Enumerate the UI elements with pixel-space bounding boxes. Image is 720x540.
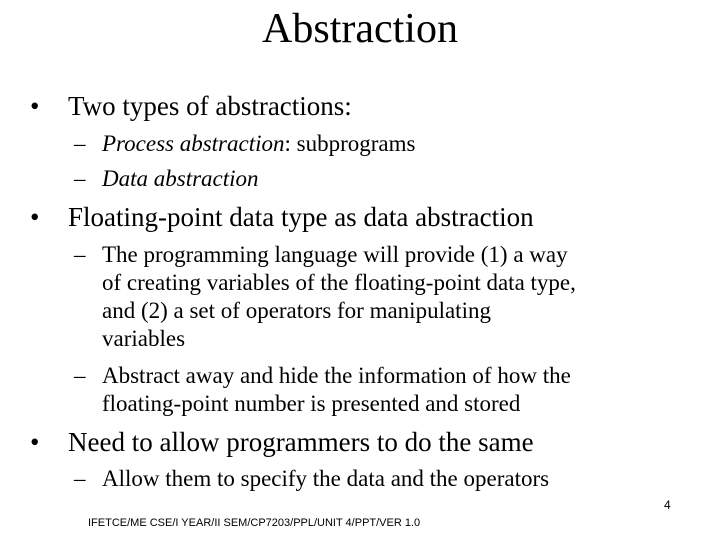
dash-icon: –	[74, 363, 86, 388]
bullet-icon: •	[30, 427, 40, 457]
footer-text: IFETCE/ME CSE/I YEAR/II SEM/CP7203/PPL/UNIT 4/PPT/VER 1.0	[88, 517, 421, 529]
sub-bullet-text: : subprograms	[284, 131, 416, 156]
sub-bullet-italic: Process abstraction	[102, 131, 285, 156]
sub-bullet-line: floating-point number is presented and stored	[102, 391, 521, 416]
sub-bullet-line: Abstract away and hide the information of how the	[102, 363, 571, 388]
sub-bullet-process	[74, 130, 415, 158]
sub-bullet-line: The programming language will provide (1) a way	[102, 242, 568, 267]
dash-icon: –	[74, 242, 86, 267]
bullet-two-types	[30, 90, 352, 122]
sub-bullet-line: of creating variables of the floating-point data type,	[102, 270, 576, 295]
bullet-icon: •	[30, 202, 40, 232]
sub-bullet-line: and (2) a set of operators for manipulating	[102, 298, 491, 323]
bullet-text: Need to allow programmers to do the same	[68, 427, 534, 457]
bullet-text: Floating-point data type as data abstraction	[68, 202, 534, 232]
page-number: 4	[664, 498, 671, 512]
dash-icon: –	[74, 466, 86, 491]
dash-icon: –	[74, 131, 86, 156]
bullet-floating-point	[30, 201, 534, 233]
sub-bullet-text: Allow them to specify the data and the operators	[102, 466, 550, 491]
sub-bullet-data	[74, 165, 259, 193]
bullet-need-to-allow	[30, 426, 534, 458]
slide-title: Abstraction	[262, 6, 458, 52]
bullet-icon: •	[30, 91, 40, 121]
dash-icon: –	[74, 166, 86, 191]
sub-bullet-abstract-away	[74, 362, 571, 418]
sub-bullet-italic: Data abstraction	[102, 166, 259, 191]
sub-bullet-language	[74, 241, 576, 353]
bullet-text: Two types of abstractions:	[68, 91, 352, 121]
sub-bullet-allow-them	[74, 465, 549, 493]
sub-bullet-line: variables	[102, 326, 186, 351]
